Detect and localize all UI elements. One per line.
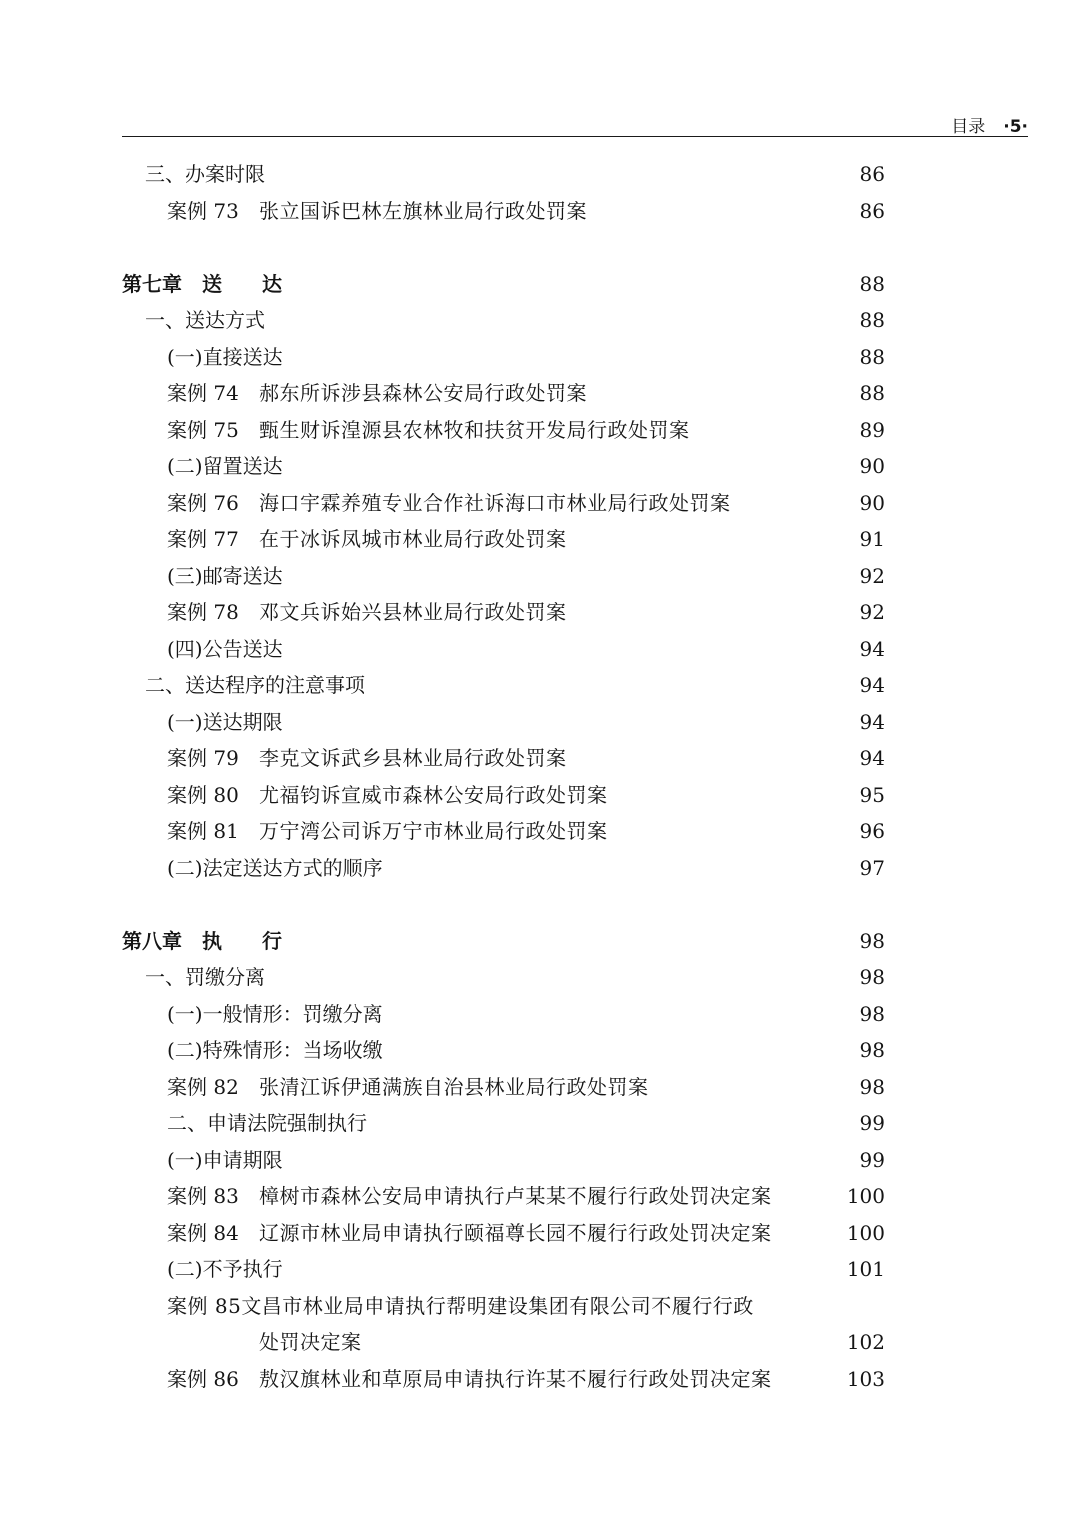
entry-page: 94 bbox=[859, 746, 885, 770]
toc-entry bbox=[167, 780, 885, 810]
entry-label: (一)一般情形：罚缴分离 bbox=[167, 1002, 383, 1026]
case-number: 案例 79 bbox=[167, 746, 239, 770]
case-number: 案例 74 bbox=[167, 381, 239, 405]
toc-entry bbox=[145, 305, 885, 335]
entry-page: 98 bbox=[859, 1002, 885, 1026]
toc-entry bbox=[167, 853, 885, 883]
dot-leader bbox=[657, 1072, 838, 1102]
entry-label: (四)公告送达 bbox=[167, 637, 283, 661]
dot-leader bbox=[375, 1108, 837, 1138]
case-title: 海口宇霖养殖专业合作社诉海口市林业局行政处罚案 bbox=[259, 491, 731, 515]
dot-leader bbox=[698, 415, 838, 445]
entry-page: 96 bbox=[859, 819, 885, 843]
toc-entry bbox=[167, 1364, 885, 1394]
dot-leader bbox=[391, 999, 837, 1029]
entry-page: 98 bbox=[859, 965, 885, 989]
case-title: 万宁湾公司诉万宁市林业局行政处罚案 bbox=[259, 819, 608, 843]
case-number: 案例 75 bbox=[167, 418, 239, 442]
dot-leader bbox=[373, 670, 837, 700]
case-title: 文昌市林业局申请执行帮明建设集团有限公司不履行行政 bbox=[241, 1294, 754, 1318]
case-number: 案例 81 bbox=[167, 819, 239, 843]
entry-label: (三)邮寄送达 bbox=[167, 564, 283, 588]
entry-page: 101 bbox=[846, 1257, 885, 1281]
entry-page: 92 bbox=[859, 564, 885, 588]
case-title: 敖汉旗林业和草原局申请执行许某不履行行政处罚决定案 bbox=[259, 1367, 772, 1391]
case-title: 尤福钧诉宣威市森林公安局行政处罚案 bbox=[259, 783, 608, 807]
toc-entry bbox=[167, 524, 885, 554]
entry-label: 三、办案时限 bbox=[145, 162, 265, 186]
dot-leader bbox=[780, 1181, 838, 1211]
entry-page: 92 bbox=[859, 600, 885, 624]
entry-page: 88 bbox=[859, 345, 885, 369]
toc-entry-continuation bbox=[259, 1327, 885, 1357]
case-number: 案例 84 bbox=[167, 1221, 239, 1245]
case-title-continued: 处罚决定案 bbox=[259, 1330, 362, 1354]
toc-entry bbox=[145, 670, 885, 700]
toc-entry bbox=[167, 999, 885, 1029]
dot-leader bbox=[290, 926, 837, 956]
entry-label: (一)送达期限 bbox=[167, 710, 283, 734]
dot-leader bbox=[290, 269, 837, 299]
entry-label: 一、送达方式 bbox=[145, 308, 265, 332]
entry-page: 94 bbox=[859, 673, 885, 697]
dot-leader bbox=[370, 1327, 838, 1357]
toc-entry bbox=[167, 597, 885, 627]
toc-entry bbox=[167, 488, 885, 518]
entry-page: 89 bbox=[859, 418, 885, 442]
toc-entry bbox=[167, 342, 885, 372]
entry-page: 97 bbox=[859, 856, 885, 880]
toc-entry bbox=[167, 743, 885, 773]
dot-leader bbox=[391, 853, 837, 883]
dot-leader bbox=[780, 1218, 838, 1248]
entry-page: 98 bbox=[859, 929, 885, 953]
dot-leader bbox=[291, 634, 837, 664]
dot-leader bbox=[575, 597, 838, 627]
header-page-number: ·5· bbox=[1003, 117, 1028, 137]
entry-page: 86 bbox=[859, 199, 885, 223]
entry-page: 99 bbox=[859, 1111, 885, 1135]
toc-entry bbox=[167, 415, 885, 445]
entry-page: 94 bbox=[859, 637, 885, 661]
entry-page: 88 bbox=[859, 308, 885, 332]
entry-page: 91 bbox=[859, 527, 885, 551]
toc-entry bbox=[167, 451, 885, 481]
entry-page: 86 bbox=[859, 162, 885, 186]
entry-label: (一)直接送达 bbox=[167, 345, 283, 369]
case-title: 在于冰诉凤城市林业局行政处罚案 bbox=[259, 527, 567, 551]
dot-leader bbox=[780, 1364, 838, 1394]
dot-leader bbox=[391, 1035, 837, 1065]
dot-leader bbox=[291, 342, 837, 372]
entry-label: (二)法定送达方式的顺序 bbox=[167, 856, 383, 880]
toc-entry bbox=[167, 1218, 885, 1248]
entry-page: 90 bbox=[859, 491, 885, 515]
entry-page: 100 bbox=[846, 1221, 885, 1245]
case-title: 甄生财诉湟源县农林牧和扶贫开发局行政处罚案 bbox=[259, 418, 690, 442]
toc-entry bbox=[167, 1145, 885, 1175]
case-title: 郝东所诉涉县森林公安局行政处罚案 bbox=[259, 381, 587, 405]
dot-leader bbox=[616, 780, 838, 810]
dot-leader bbox=[291, 561, 837, 591]
dot-leader bbox=[273, 962, 837, 992]
toc-entry bbox=[167, 816, 885, 846]
case-title: 张清江诉伊通满族自治县林业局行政处罚案 bbox=[259, 1075, 649, 1099]
entry-label: (二)特殊情形：当场收缴 bbox=[167, 1038, 383, 1062]
case-number: 案例 85 bbox=[167, 1294, 242, 1318]
toc-entry bbox=[167, 1035, 885, 1065]
case-number: 案例 80 bbox=[167, 783, 239, 807]
case-number: 案例 76 bbox=[167, 491, 239, 515]
entry-page: 95 bbox=[859, 783, 885, 807]
case-number: 案例 83 bbox=[167, 1184, 239, 1208]
toc-entry bbox=[167, 1108, 885, 1138]
entry-label: (二)不予执行 bbox=[167, 1257, 283, 1281]
toc-entry bbox=[145, 159, 885, 189]
dot-leader bbox=[575, 524, 838, 554]
entry-page: 102 bbox=[846, 1330, 885, 1354]
case-title: 辽源市林业局申请执行颐福尊长园不履行行政处罚决定案 bbox=[259, 1221, 772, 1245]
toc-entry bbox=[167, 707, 885, 737]
toc-entry bbox=[167, 1181, 885, 1211]
dot-leader bbox=[273, 159, 837, 189]
header-title: 目录 bbox=[951, 117, 986, 137]
entry-page: 99 bbox=[859, 1148, 885, 1172]
dot-leader bbox=[291, 451, 837, 481]
toc-entry bbox=[167, 634, 885, 664]
dot-leader bbox=[595, 378, 837, 408]
case-number: 案例 86 bbox=[167, 1367, 239, 1391]
case-title: 李克文诉武乡县林业局行政处罚案 bbox=[259, 746, 567, 770]
dot-leader bbox=[291, 1145, 837, 1175]
dot-leader bbox=[291, 707, 837, 737]
toc-entry bbox=[167, 1254, 885, 1284]
entry-page: 88 bbox=[859, 272, 885, 296]
entry-page: 98 bbox=[859, 1038, 885, 1062]
dot-leader bbox=[739, 488, 838, 518]
case-title: 邓文兵诉始兴县林业局行政处罚案 bbox=[259, 600, 567, 624]
case-number: 案例 82 bbox=[167, 1075, 239, 1099]
entry-page: 90 bbox=[859, 454, 885, 478]
case-title: 张立国诉巴林左旗林业局行政处罚案 bbox=[259, 199, 587, 223]
toc-entry-first-line bbox=[167, 1291, 754, 1321]
dot-leader bbox=[273, 305, 837, 335]
dot-leader bbox=[595, 196, 837, 226]
entry-label: 二、申请法院强制执行 bbox=[167, 1111, 367, 1135]
entry-label: (一)申请期限 bbox=[167, 1148, 283, 1172]
dot-leader bbox=[616, 816, 838, 846]
entry-page: 94 bbox=[859, 710, 885, 734]
toc-entry bbox=[167, 1072, 885, 1102]
chapter-heading bbox=[122, 926, 885, 956]
entry-label: 二、送达程序的注意事项 bbox=[145, 673, 365, 697]
chapter-label: 第七章 送 达 bbox=[122, 272, 282, 296]
entry-label: (二)留置送达 bbox=[167, 454, 283, 478]
entry-label: 一、罚缴分离 bbox=[145, 965, 265, 989]
toc-entry bbox=[167, 378, 885, 408]
case-title: 樟树市森林公安局申请执行卢某某不履行行政处罚决定案 bbox=[259, 1184, 772, 1208]
chapter-label: 第八章 执 行 bbox=[122, 929, 282, 953]
dot-leader bbox=[575, 743, 838, 773]
toc-entry bbox=[167, 196, 885, 226]
entry-page: 98 bbox=[859, 1075, 885, 1099]
dot-leader bbox=[291, 1254, 837, 1284]
toc-entry bbox=[145, 962, 885, 992]
toc-entry bbox=[167, 561, 885, 591]
entry-page: 88 bbox=[859, 381, 885, 405]
entry-page: 100 bbox=[846, 1184, 885, 1208]
case-number: 案例 77 bbox=[167, 527, 239, 551]
case-number: 案例 78 bbox=[167, 600, 239, 624]
case-number: 案例 73 bbox=[167, 199, 239, 223]
entry-page: 103 bbox=[846, 1367, 885, 1391]
chapter-heading bbox=[122, 269, 885, 299]
